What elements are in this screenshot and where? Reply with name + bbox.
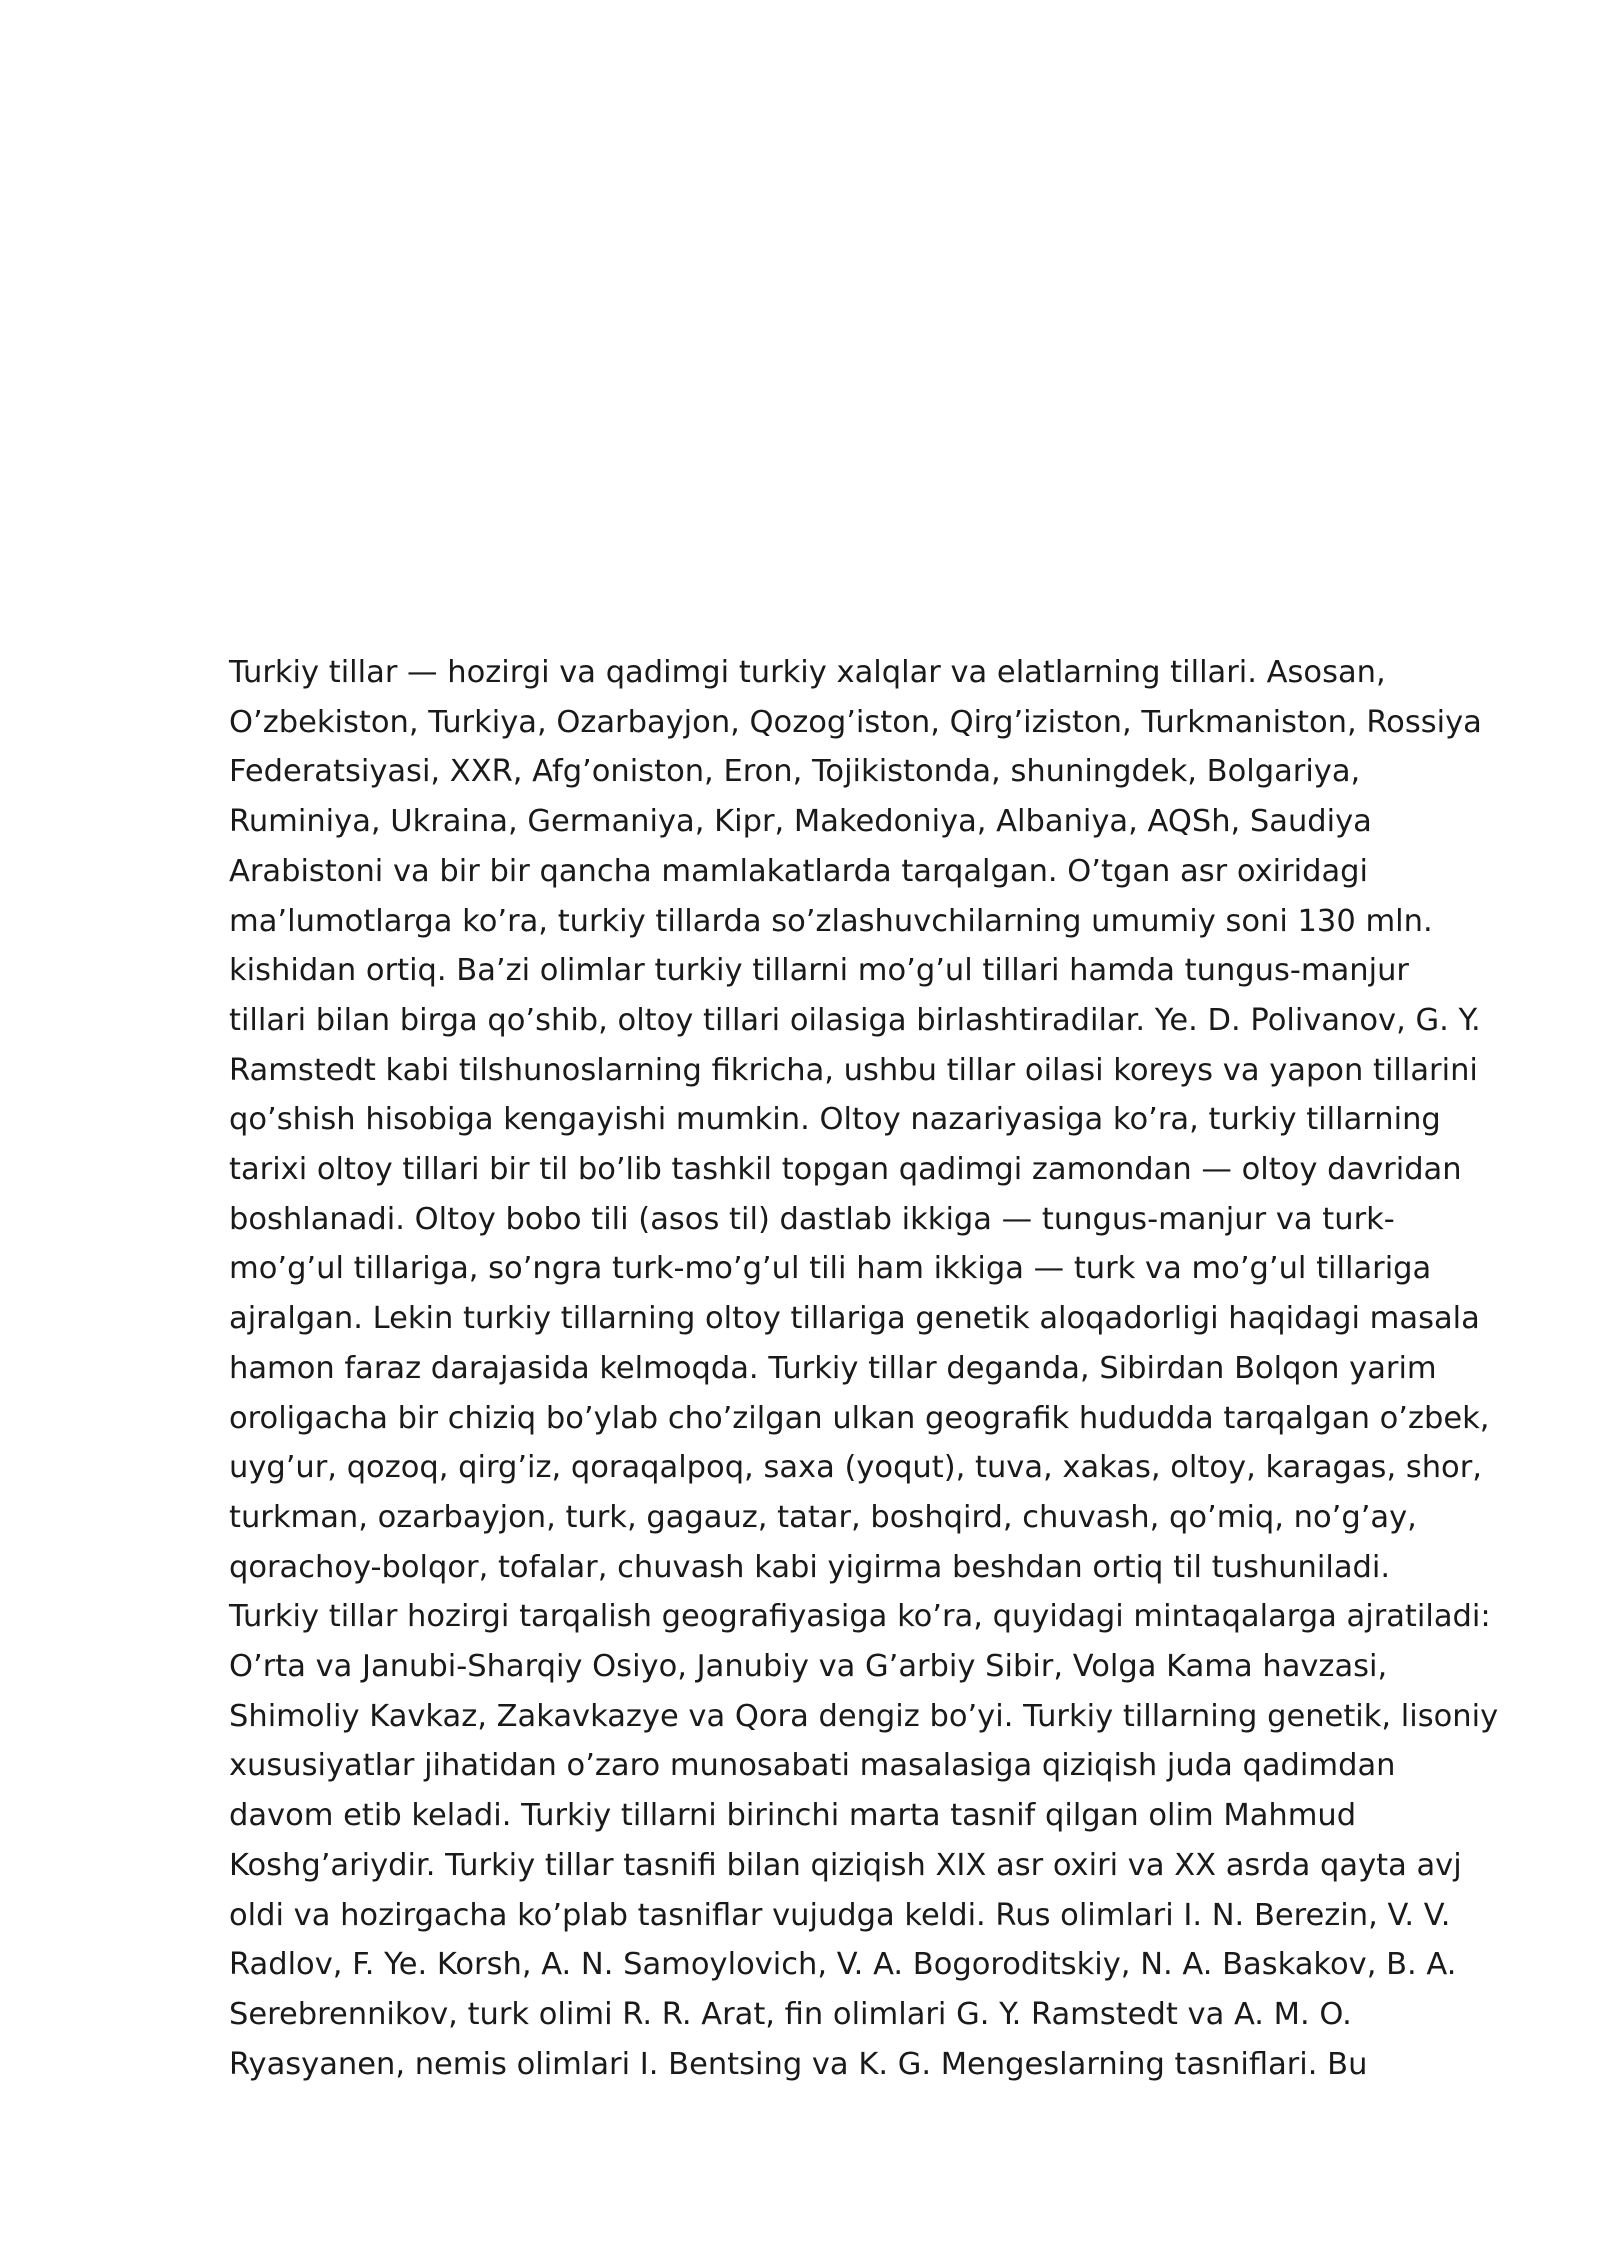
- text-line: Shimoliy Kavkaz, Zakavkazye va Qora dengiz bo’yi. Turkiy tillarning genetik, lisoniy: [229, 1698, 1499, 1734]
- text-line: tillari bilan birga qo’shib, oltoy tillari oilasiga birlashtiradilar. Ye. D. Polivanov, G. Y.: [229, 1002, 1481, 1038]
- text-line: boshlanadi. Oltoy bobo tili (asos til) dastlab ikkiga — tungus-manjur va turk-: [229, 1201, 1395, 1237]
- text-line: Radlov, F. Ye. Korsh, A. N. Samoylovich, V. A. Bogoroditskiy, N. A. Baskakov, B. A.: [229, 1947, 1457, 1983]
- body-paragraph: [229, 648, 1529, 2089]
- text-line: ma’lumotlarga ko’ra, turkiy tillarda so’zlashuvchilarning umumiy soni 130 mln.: [229, 903, 1433, 939]
- text-line: O’zbekiston, Turkiya, Ozarbayjon, Qozog’iston, Qirg’iziston, Turkmaniston, Rossiya: [229, 704, 1482, 740]
- text-line: Arabistoni va bir bir qancha mamlakatlarda tarqalgan. O’tgan asr oxiridagi: [229, 853, 1368, 889]
- text-line: Ryasyanen, nemis olimlari I. Bentsing va K. G. Mengeslarning tasniflari. Bu: [229, 2046, 1368, 2082]
- text-line: uyg’ur, qozoq, qirg’iz, qoraqalpoq, saxa (yoqut), tuva, xakas, oltoy, karagas, shor,: [229, 1450, 1482, 1486]
- text-line: qorachoy-bolqor, tofalar, chuvash kabi yigirma beshdan ortiq til tushuniladi.: [229, 1549, 1391, 1585]
- text-line: Serebrennikov, turk olimi R. R. Arat, fin olimlari G. Y. Ramstedt va A. M. O.: [229, 1996, 1352, 2032]
- text-line: oroligacha bir chiziq bo’ylab cho’zilgan ulkan geografik hududda tarqalgan o’zbek,: [229, 1400, 1490, 1436]
- text-line: Federatsiyasi, XXR, Afg’oniston, Eron, Tojikistonda, shuningdek, Bolgariya,: [229, 754, 1361, 790]
- text-line: Koshg’ariydir. Turkiy tillar tasnifi bilan qiziqish XIX asr oxiri va XX asrda qayta avj: [229, 1847, 1462, 1883]
- text-line: O’rta va Janubi-Sharqiy Osiyo, Janubiy va G’arbiy Sibir, Volga Kama havzasi,: [229, 1649, 1388, 1685]
- text-line: tarixi oltoy tillari bir til bo’lib tashkil topgan qadimgi zamondan — oltoy davridan: [229, 1152, 1462, 1188]
- text-line: kishidan ortiq. Ba’zi olimlar turkiy tillarni mo’g’ul tillari hamda tungus-manjur: [229, 953, 1409, 989]
- text-line: oldi va hozirgacha ko’plab tasniflar vujudga keldi. Rus olimlari I. N. Berezin, V. V.: [229, 1897, 1451, 1933]
- text-line: hamon faraz darajasida kelmoqda. Turkiy tillar deganda, Sibirdan Bolqon yarim: [229, 1350, 1437, 1386]
- text-line: qo’shish hisobiga kengayishi mumkin. Oltoy nazariyasiga ko’ra, turkiy tillarning: [229, 1102, 1441, 1138]
- text-line: Turkiy tillar hozirgi tarqalish geografiyasiga ko’ra, quyidagi mintaqalarga ajratiladi:: [229, 1599, 1491, 1635]
- text-line: turkman, ozarbayjon, turk, gagauz, tatar, boshqird, chuvash, qo’miq, no’g’ay,: [229, 1499, 1417, 1535]
- text-line: ajralgan. Lekin turkiy tillarning oltoy tillariga genetik aloqadorligi haqidagi masala: [229, 1301, 1480, 1337]
- text-line: xususiyatlar jihatidan o’zaro munosabati masalasiga qiziqish juda qadimdan: [229, 1748, 1396, 1784]
- text-line: davom etib keladi. Turkiy tillarni birinchi marta tasnif qilgan olim Mahmud: [229, 1798, 1357, 1834]
- text-line: mo’g’ul tillariga, so’ngra turk-mo’g’ul tili ham ikkiga — turk va mo’g’ul tillariga: [229, 1251, 1432, 1287]
- text-line: Turkiy tillar — hozirgi va qadimgi turkiy xalqlar va elatlarning tillari. Asosan,: [229, 655, 1386, 690]
- text-line: Ramstedt kabi tilshunoslarning fikricha, ushbu tillar oilasi koreys va yapon tillarini: [229, 1052, 1478, 1088]
- text-line: Ruminiya, Ukraina, Germaniya, Kipr, Makedoniya, Albaniya, AQSh, Saudiya: [229, 804, 1372, 840]
